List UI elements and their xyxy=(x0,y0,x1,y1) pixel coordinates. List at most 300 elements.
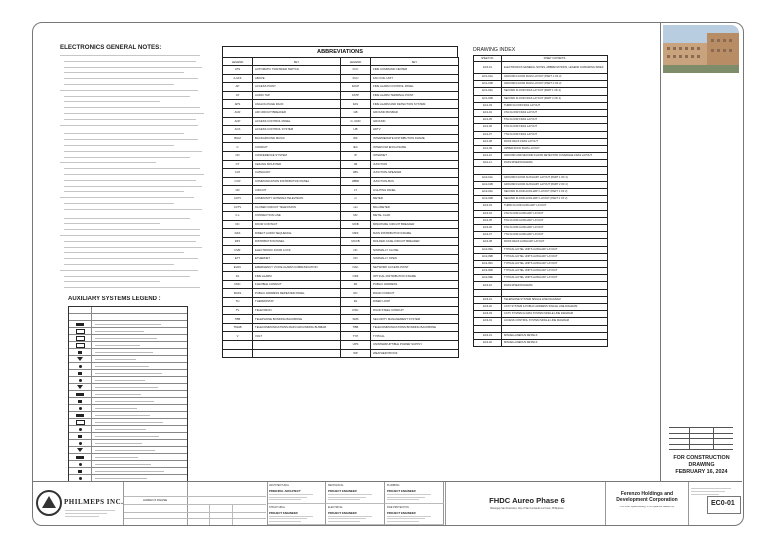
revision-table xyxy=(669,427,733,451)
abbr-row xyxy=(223,177,459,186)
abbr-code-cell: MCB xyxy=(341,220,371,229)
project-title: FHDC Aureo Phase 6 xyxy=(489,496,565,505)
note-line xyxy=(64,180,196,181)
index-sheet-no xyxy=(474,167,502,174)
abbr-code-cell: TMGB xyxy=(223,323,253,332)
consultant-detail-line xyxy=(328,521,360,522)
legend-symbol-cell xyxy=(69,433,92,439)
index-row xyxy=(474,289,608,296)
abbr-meaning-cell: PUBLIC ADDRESS xyxy=(371,280,459,289)
legend-row xyxy=(69,342,187,349)
consultant-detail-line xyxy=(328,494,372,495)
abbr-code-cell: AP xyxy=(223,83,253,92)
index-row xyxy=(474,282,608,289)
index-sheet-contents: FDAS RISER DIAGRAM xyxy=(502,282,608,289)
abbr-meaning-cell: BACKGROUND MUSIC xyxy=(253,134,341,143)
index-header-cell: SHEET CONTENTS xyxy=(502,56,608,62)
legend-symbol-icon xyxy=(76,329,85,334)
index-row xyxy=(474,311,608,318)
abbr-row xyxy=(223,220,459,229)
note-line xyxy=(64,151,202,152)
abbr-meaning-cell: CONFERENCE SYSTEM xyxy=(253,151,341,160)
legend-row xyxy=(69,314,187,321)
index-sheet-contents: GROUND FLOOR FDAS LAYOUT (PART 1 OF 2) xyxy=(502,74,608,81)
index-row xyxy=(474,217,608,224)
note-line xyxy=(64,223,160,224)
index-sheet-no: EC1-04 xyxy=(474,109,502,116)
abbreviations-table xyxy=(222,57,459,358)
abbr-meaning-cell: JUNCTION xyxy=(371,160,459,169)
legend-text-line xyxy=(95,331,144,332)
consultant-role: ELECTRICAL xyxy=(328,505,343,509)
logo-detail-line xyxy=(65,516,99,517)
abbr-code-cell: CR xyxy=(223,186,253,195)
abbr-code-cell: DVR xyxy=(223,246,253,255)
consultant-role: ARCHITECTURAL xyxy=(269,484,290,487)
abbr-meaning-cell: HDTV xyxy=(371,126,459,135)
abbr-code-cell: DP1 xyxy=(223,237,253,246)
abbr-code-cell: DAS xyxy=(223,229,253,238)
index-sheet-no: EC2-08 xyxy=(474,239,502,246)
abbr-meaning-cell: JUNCTION-SPEAKER xyxy=(371,169,459,178)
sheet-number: EC0-01 xyxy=(711,500,735,507)
abbr-meaning-cell: EMERGENCY VOICE ALARM COMMUNICATION xyxy=(253,263,341,272)
index-sheet-no: EC4-02 xyxy=(474,339,502,346)
index-sheet-contents: ROOF DECK FDAS LAYOUT xyxy=(502,138,608,145)
consultant-detail-line xyxy=(269,497,307,498)
index-sheet-contents xyxy=(502,289,608,296)
abbr-meaning-cell: FIRE ALARM AND DETECTION SYSTEM xyxy=(371,100,459,109)
legend-symbol-icon xyxy=(79,379,82,382)
note-line xyxy=(60,125,198,126)
abbr-code-cell: NC xyxy=(341,246,371,255)
legend-text-line xyxy=(95,415,150,416)
legend-text-line xyxy=(95,345,140,346)
abbr-code-cell: MCCB xyxy=(341,237,371,246)
abbr-meaning-cell: MOLDED CASE CIRCUIT BREAKER xyxy=(371,237,459,246)
legend-symbol-cell xyxy=(69,384,92,390)
legend-row xyxy=(69,461,187,468)
index-sheet-contents: 5TH FLOOR AUXILIARY LAYOUT xyxy=(502,217,608,224)
note-line xyxy=(60,55,200,56)
abbr-code-cell: CATV xyxy=(223,194,253,203)
consultant-detail-line xyxy=(269,516,313,517)
abbreviations-block xyxy=(222,46,458,358)
abbr-meaning-cell: CONDUIT xyxy=(253,143,341,152)
legend-symbol-cell xyxy=(69,314,92,320)
consultant-panel xyxy=(267,482,445,525)
index-sheet-no: EC1-10 xyxy=(474,153,502,160)
note-line xyxy=(60,90,198,91)
note-line xyxy=(64,67,202,68)
index-row xyxy=(474,304,608,311)
abbr-code-cell: TH xyxy=(223,298,253,307)
legend-text-line xyxy=(95,401,154,402)
index-sheet-contents: TYPICAL HOTEL UNITS AUXILIARY LAYOUT xyxy=(502,246,608,253)
abbr-code-cell xyxy=(223,341,253,350)
note-line xyxy=(64,107,200,108)
abbr-code-cell: RL xyxy=(341,298,371,307)
note-line xyxy=(64,252,184,253)
index-sheet-contents: 6TH FLOOR AUXILIARY LAYOUT xyxy=(502,224,608,231)
abbr-row xyxy=(223,169,459,178)
abbr-row xyxy=(223,246,459,255)
index-sheet-contents: THIRD FLOOR FDAS LAYOUT xyxy=(502,102,608,109)
abbr-row xyxy=(223,306,459,315)
general-notes xyxy=(60,44,210,294)
status-sub: DRAWING xyxy=(688,462,715,468)
abbr-meaning-cell: MILLIMETER xyxy=(371,203,459,212)
abbr-meaning-cell: GROUND xyxy=(371,117,459,126)
legend-symbol-icon xyxy=(76,323,84,326)
abbr-row xyxy=(223,160,459,169)
consultant-role: MECHANICAL xyxy=(328,484,344,487)
note-line xyxy=(64,72,184,73)
consultant-detail-line xyxy=(269,499,301,500)
index-sheet-no: EC3-03 xyxy=(474,311,502,318)
index-sheet-no: EC0-01 xyxy=(474,62,502,74)
index-sheet-no: EC2-09C xyxy=(474,260,502,267)
index-row xyxy=(474,88,608,95)
abbr-meaning-cell: DOOR CONTACT xyxy=(253,220,341,229)
drawing-index-title: DRAWING INDEX xyxy=(473,47,516,53)
consultant-detail-line xyxy=(328,497,366,498)
legend-row xyxy=(69,419,187,426)
legend-symbol-icon xyxy=(79,463,82,466)
index-sheet-no: EC1-02B xyxy=(474,95,502,102)
consultant-detail-line xyxy=(387,494,431,495)
index-row xyxy=(474,181,608,188)
legend-symbol-cell xyxy=(69,412,92,418)
abbr-meaning-cell: WEATHER PROOF xyxy=(371,349,459,358)
index-sheet-no: EC1-11 xyxy=(474,160,502,167)
index-sheet-contents: 5TH FLOOR FDAS LAYOUT xyxy=(502,117,608,124)
abbr-meaning-cell: TELEPHONE BONDING BACKBONE xyxy=(253,315,341,324)
index-sheet-no: EC2-05 xyxy=(474,217,502,224)
legend-symbol-icon xyxy=(77,385,83,389)
index-sheet-no: EC1-08 xyxy=(474,138,502,145)
revision-row-line xyxy=(669,427,733,428)
legend-text-line xyxy=(95,387,158,388)
consultant-cell xyxy=(385,504,444,526)
abbr-row xyxy=(223,108,459,117)
note-line xyxy=(64,186,202,187)
logo-mark xyxy=(36,490,62,516)
legend-symbol-cell xyxy=(69,370,92,376)
abbr-code-cell: TV xyxy=(223,306,253,315)
abbr-meaning-cell: DIRECT AUDIO SEQUENCE xyxy=(253,229,341,238)
aux-legend xyxy=(68,296,188,482)
title-block-divider xyxy=(688,482,689,525)
legend-symbol-icon xyxy=(78,470,82,473)
abbr-row xyxy=(223,91,459,100)
abbr-code-cell: AT xyxy=(223,91,253,100)
abbr-meaning-cell: METER xyxy=(371,194,459,203)
abbr-row xyxy=(223,83,459,92)
index-row xyxy=(474,174,608,181)
legend-symbol-icon xyxy=(78,400,82,403)
abbr-code-cell: m xyxy=(341,194,371,203)
legend-row xyxy=(69,433,187,440)
consultant-role: STRUCTURAL xyxy=(269,505,286,509)
abbr-code-cell: C.L xyxy=(223,212,253,221)
abbr-meaning-cell: AUTOMATIC TRANSFER SWITCH xyxy=(253,66,341,75)
abbr-code-cell: JBS xyxy=(341,169,371,178)
abbr-meaning-cell: MINIATURE CIRCUIT BREAKER xyxy=(371,220,459,229)
index-sheet-no: EC2-09B xyxy=(474,253,502,260)
logo-detail-line xyxy=(65,510,115,511)
consultant-name: PROJECT ENGINEER xyxy=(269,510,298,515)
abbr-code-cell: ACS xyxy=(223,126,253,135)
abbr-meaning-cell: COMMUNITY ANTENNA TELEVISION xyxy=(253,194,341,203)
legend-text-line xyxy=(95,373,162,374)
abbr-row xyxy=(223,212,459,221)
abbr-code-cell: MDF xyxy=(341,229,371,238)
index-header-cell: SHEET NO. xyxy=(474,56,502,62)
abbr-code-cell: ACR xyxy=(223,108,253,117)
index-sheet-contents: UPPER ROOF FDAS LAYOUT xyxy=(502,145,608,152)
abbr-header-cell: KEY xyxy=(253,58,341,66)
legend-row xyxy=(69,447,187,454)
index-sheet-no: EC1-05 xyxy=(474,117,502,124)
abbr-row xyxy=(223,66,459,75)
abbr-code-cell: FA xyxy=(223,272,253,281)
abbr-meaning-cell: RISER LOOP xyxy=(371,298,459,307)
abbr-meaning-cell: JUNCTION-BUS xyxy=(371,177,459,186)
abbr-code-cell: FAS xyxy=(341,100,371,109)
abbr-code-cell: SMS xyxy=(341,315,371,324)
index-sheet-contents: SECOND FLOOR FDAS LAYOUT (PART 2 OF 2) xyxy=(502,95,608,102)
note-line xyxy=(64,209,202,210)
index-sheet-contents: TYPICAL HOTEL UNITS AUXILIARY LAYOUT xyxy=(502,260,608,267)
abbr-meaning-cell: RIGID CONDUIT xyxy=(371,289,459,298)
abbr-meaning-cell: GROUND BUSBAR xyxy=(371,108,459,117)
legend-text-line xyxy=(95,450,155,451)
abbr-code-cell: FMC xyxy=(223,280,253,289)
consultant-cell xyxy=(267,504,326,526)
abbr-meaning-cell: VOLT xyxy=(253,332,341,341)
legend-text-line xyxy=(95,464,151,465)
consultant-detail-line xyxy=(387,499,419,500)
index-row xyxy=(474,81,608,88)
index-sheet-contents: 4TH FLOOR AUXILIARY LAYOUT xyxy=(502,210,608,217)
abbr-meaning-cell: TYPICAL xyxy=(371,332,459,341)
index-row xyxy=(474,203,608,210)
title-block-grid-line xyxy=(232,504,233,525)
legend-row xyxy=(69,321,187,328)
consultant-name: PROJECT ENGINEER xyxy=(328,510,357,515)
abbr-code-cell: RSC xyxy=(341,306,371,315)
logo-name: PHILMEPS INC. xyxy=(64,498,124,506)
abbr-row xyxy=(223,186,459,195)
abbr-code-cell: FCC xyxy=(341,66,371,75)
index-row xyxy=(474,268,608,275)
abbr-code-cell: ETT xyxy=(223,255,253,264)
legend-symbol-cell xyxy=(69,447,92,453)
abbr-meaning-cell xyxy=(253,349,341,358)
abbr-row xyxy=(223,229,459,238)
index-sheet-no: EC1-06 xyxy=(474,124,502,131)
abbr-row xyxy=(223,315,459,324)
abbr-code-cell: HB xyxy=(341,126,371,135)
abbr-meaning-cell: AUDIO TAP xyxy=(253,91,341,100)
legend-row xyxy=(69,370,187,377)
index-row xyxy=(474,138,608,145)
sheet-number-box xyxy=(707,496,741,514)
legend-text-line xyxy=(95,443,142,444)
abbr-code-cell: RC xyxy=(341,289,371,298)
legend-text-line xyxy=(95,324,161,325)
abbr-meaning-cell: LIGHTING PANEL xyxy=(371,186,459,195)
abbr-code-cell: TYP xyxy=(341,332,371,341)
legend-symbol-cell xyxy=(69,454,92,460)
abbr-code-cell: JBBR xyxy=(341,177,371,186)
abbr-row xyxy=(223,151,459,160)
abbr-meaning-cell: OPTICAL DISTRIBUTION FRAME xyxy=(371,272,459,281)
index-sheet-no: EC3-04 xyxy=(474,318,502,325)
index-row xyxy=(474,325,608,332)
abbr-code-cell: ACP xyxy=(223,117,253,126)
index-row xyxy=(474,246,608,253)
legend-text-line xyxy=(95,436,159,437)
abbr-code-cell: FATP xyxy=(341,91,371,100)
abbr-meaning-cell: FIRE ALARM TERMINAL POINT xyxy=(371,91,459,100)
note-line xyxy=(64,264,174,265)
legend-symbol-icon xyxy=(78,435,82,438)
abbr-meaning-cell: NORMALLY OPEN xyxy=(371,255,459,264)
index-sheet-contents: TELEPHONE SYSTEM SINGLE LINE DIAGRAM xyxy=(502,296,608,303)
legend-symbol-cell xyxy=(69,426,92,432)
abbr-meaning-cell: RIGID STEEL CONDUIT xyxy=(371,306,459,315)
legend-text-line xyxy=(95,366,149,367)
legend-symbol-icon xyxy=(79,428,82,431)
legend-symbol-icon xyxy=(78,351,82,354)
index-sheet-contents: 7TH FLOOR FDAS LAYOUT xyxy=(502,131,608,138)
legend-text-line xyxy=(95,429,146,430)
note-line xyxy=(64,78,198,79)
index-row xyxy=(474,102,608,109)
index-row xyxy=(474,332,608,339)
abbr-code-cell: APS xyxy=(223,100,253,109)
seal-detail-line xyxy=(691,491,725,492)
index-row xyxy=(474,145,608,152)
abbr-meaning-cell: FIRE COMMAND CENTER xyxy=(371,66,459,75)
abbr-row xyxy=(223,126,459,135)
index-sheet-contents: ROOF DECK AUXILIARY LAYOUT xyxy=(502,239,608,246)
title-block-grid-line xyxy=(124,496,266,497)
abbr-code-cell: IP xyxy=(341,151,371,160)
consultant-detail-line xyxy=(328,516,372,517)
client-name: Ferenzo Holdings and Development Corporation xyxy=(616,491,678,503)
legend-symbol-icon xyxy=(76,393,84,396)
index-sheet-no: EC2-06 xyxy=(474,224,502,231)
note-line xyxy=(64,281,160,282)
abbr-code-cell: ODF xyxy=(341,272,371,281)
abbr-meaning-cell: CONNECTION LINE xyxy=(253,212,341,221)
abbr-row xyxy=(223,74,459,83)
legend-symbol-cell xyxy=(69,468,92,474)
consultant-detail-line xyxy=(387,518,425,519)
legend-symbol-cell xyxy=(69,328,92,334)
consultant-detail-line xyxy=(328,518,366,519)
legend-text-line xyxy=(95,422,163,423)
legend-text-line xyxy=(95,457,138,458)
abbr-code-cell: CD xyxy=(223,151,253,160)
index-row xyxy=(474,232,608,239)
abbr-meaning-cell: MAIN DISTRIBUTION FRAME xyxy=(371,229,459,238)
abbr-meaning-cell: INTERMEDIATE DISTRIBUTION FRAME xyxy=(371,134,459,143)
index-sheet-contents: MISCELLANEOUS DETAILS xyxy=(502,332,608,339)
abbr-code-cell: A.AFF xyxy=(223,74,253,83)
legend-symbol-cell xyxy=(69,363,92,369)
legend-row xyxy=(69,426,187,433)
note-line xyxy=(60,270,198,271)
note-line xyxy=(64,174,204,175)
index-sheet-contents: TYPICAL HOTEL UNITS AUXILIARY LAYOUT xyxy=(502,268,608,275)
abbr-code-cell: C xyxy=(223,143,253,152)
abbr-meaning-cell: COMMUNICATION DISTRIBUTION PANEL xyxy=(253,177,341,186)
index-sheet-contents: 6TH FLOOR FDAS LAYOUT xyxy=(502,124,608,131)
abbr-code-cell: V xyxy=(223,332,253,341)
index-sheet-no: EC2-04 xyxy=(474,210,502,217)
legend-symbol-cell xyxy=(69,419,92,425)
project-small-label: AUREO 6 PHASE xyxy=(143,498,168,502)
consultant-role: PLUMBING xyxy=(387,484,400,487)
abbr-code-cell: EVAC xyxy=(223,263,253,272)
consultant-role: FIRE PROTECTION xyxy=(387,505,409,509)
abbr-meaning-cell: DISTRIBUTION PANEL xyxy=(253,237,341,246)
abbr-meaning-cell: INTERNET xyxy=(371,151,459,160)
abbr-header-cell: LEGEND xyxy=(341,58,371,66)
index-row xyxy=(474,74,608,81)
legend-row xyxy=(69,405,187,412)
abbr-row xyxy=(223,203,459,212)
consultant-cell xyxy=(385,482,444,504)
legend-symbol-cell xyxy=(69,391,92,397)
revision-row-line xyxy=(669,444,733,445)
legend-symbol-icon xyxy=(78,372,82,375)
legend-row xyxy=(69,391,187,398)
legend-symbol-cell xyxy=(69,440,92,446)
legend-symbol-icon xyxy=(77,448,83,452)
index-sheet-contents xyxy=(502,325,608,332)
abbr-meaning-cell: TELECOMMUNICATIONS MAIN GROUNDING BUSBAR xyxy=(253,323,341,332)
abbr-code-cell xyxy=(223,349,253,358)
legend-symbol-icon xyxy=(76,343,85,348)
note-line xyxy=(64,241,196,242)
legend-text-line xyxy=(95,380,145,381)
consultant-cell xyxy=(326,482,385,504)
index-sheet-contents: GROUND AND SECOND FLOOR DETECTOR COVERAGE FDAS LAYOUT xyxy=(502,153,608,160)
index-sheet-no: EC1-09 xyxy=(474,145,502,152)
index-sheet-contents: 7TH FLOOR AUXILIARY LAYOUT xyxy=(502,232,608,239)
abbr-code-cell: PA xyxy=(341,280,371,289)
index-row xyxy=(474,318,608,325)
title-block-grid-line xyxy=(209,504,210,525)
abbr-meaning-cell: CEILING MOUNTED xyxy=(253,160,341,169)
abbr-row xyxy=(223,349,459,358)
abbr-meaning-cell: PUBLIC ADDRESS REPEATER PANEL xyxy=(253,289,341,298)
note-line xyxy=(64,203,174,204)
legend-text-line xyxy=(95,352,153,353)
index-row xyxy=(474,131,608,138)
legend-row xyxy=(69,356,187,363)
index-row xyxy=(474,153,608,160)
note-line xyxy=(64,119,196,120)
consultant-detail-line xyxy=(269,521,301,522)
legend-row xyxy=(69,454,187,461)
right-strip xyxy=(660,23,742,481)
